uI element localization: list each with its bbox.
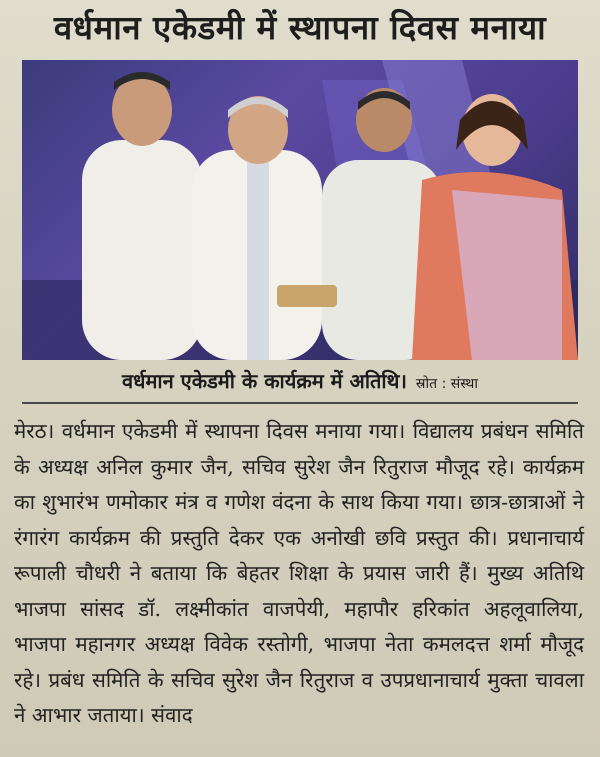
person-left xyxy=(82,72,202,360)
photo-caption xyxy=(22,362,578,400)
divider xyxy=(22,402,578,404)
caption-credit: स्रोत : संस्था xyxy=(415,376,478,392)
article-paragraph: मेरठ। वर्धमान एकेडमी में स्थापना दिवस मनाया गया। विद्यालय प्रबंधन समिति के अध्यक्ष अनिल कुमार जैन, सचिव सुरेश जैन रितुराज मौजूद रहे। कार्यक्रम का शुभारंभ णमोकार मंत्र व गणेश वंदना के साथ किया गया। छात्र-छात्राओं ने रंगारंग कार्यक्रम की प्रस्तुति देकर एक अनोखी छवि प्रस्तुत की। प्रधानाचार्य रूपाली चौधरी ने बताया कि बेहतर शिक्षा के प्रयास जारी हैं। मुख्य अतिथि भाजपा सांसद डॉ. लक्ष्मीकांत वाजपेयी, महापौर हरिकांत अहलूवालिया, भाजपा महानगर अध्यक्ष विवेक रस्तोगी, भाजपा नेता कमलदत्त शर्मा मौजूद रहे। प्रबंध समिति के सचिव सुरेश जैन रितुराज व उपप्रधानाचार्य मुक्ता चावला ने आभार जताया। संवाद xyxy=(14,419,584,727)
caption-text: वर्धमान एकेडमी के कार्यक्रम में अतिथि। xyxy=(122,369,407,393)
person-center-left xyxy=(192,96,322,360)
memento xyxy=(277,285,337,307)
headline: वर्धमान एकेडमी में स्थापना दिवस मनाया xyxy=(53,8,547,47)
article-body xyxy=(14,414,584,734)
news-photo-illustration xyxy=(22,60,578,360)
news-photo xyxy=(22,60,578,360)
